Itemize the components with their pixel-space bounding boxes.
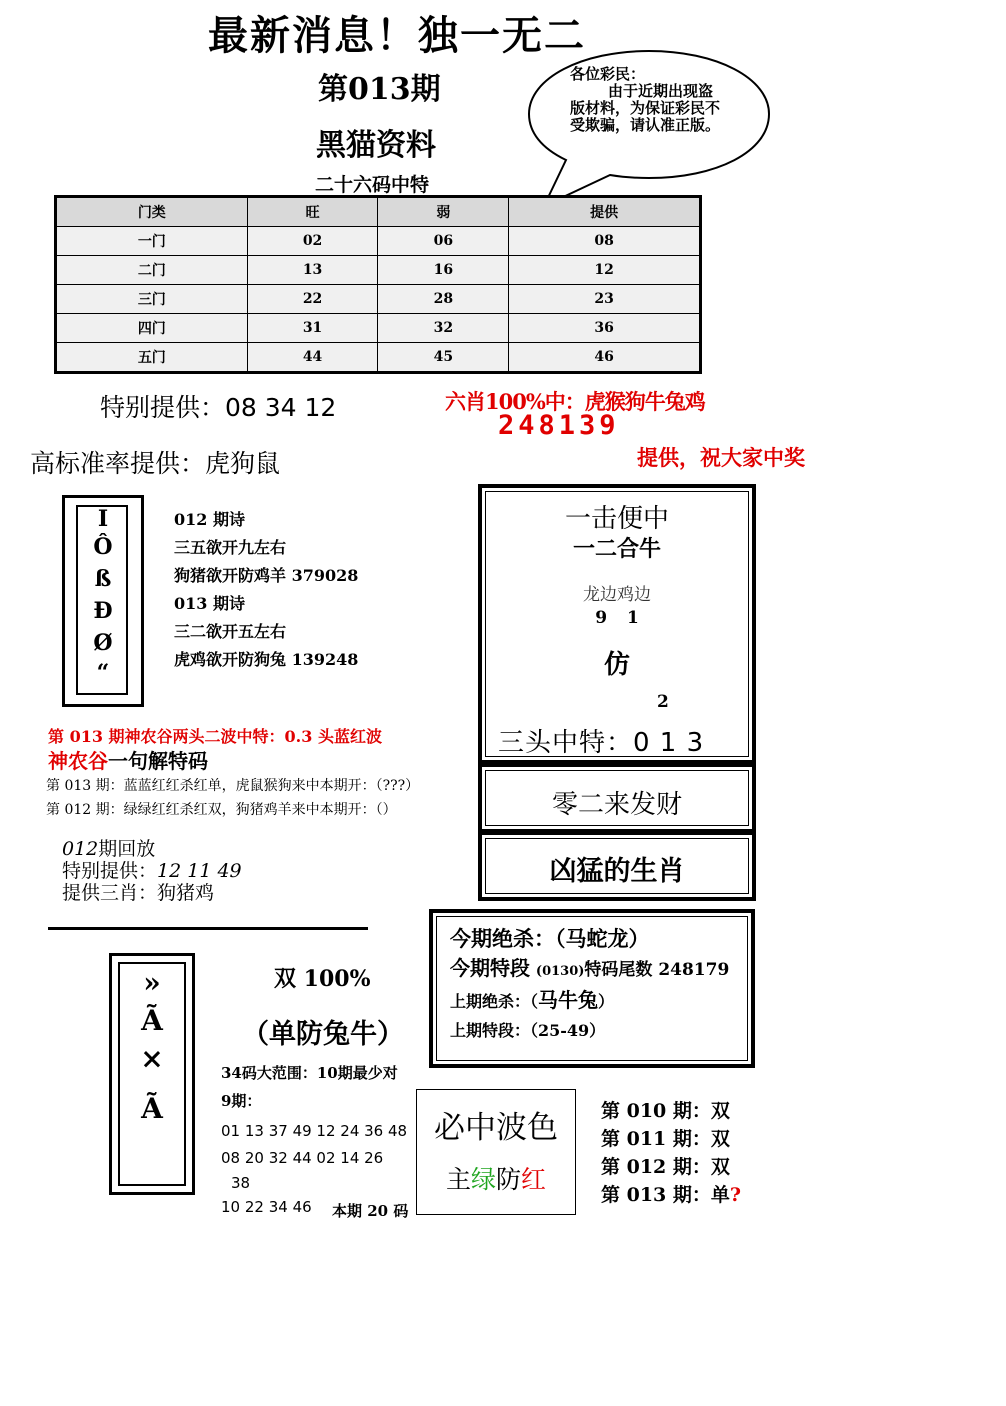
vertical-glyph: Ã: [141, 1004, 163, 1037]
vertical-glyph: Ø: [93, 630, 113, 656]
kill-line-previous-segment: 上期特段：（25-49）: [450, 1021, 606, 1040]
range-number-line: 01 13 37 49 12 24 36 48: [221, 1122, 408, 1140]
table-row: [56, 256, 701, 285]
bubble-greeting: 各位彩民：: [570, 66, 646, 83]
table-cell: 06: [378, 227, 509, 256]
history-question-mark: ?: [729, 1184, 742, 1206]
review-special: [62, 860, 242, 882]
kill-previous-prefix: 上期绝杀：（: [450, 992, 539, 1011]
table-cell: 36: [509, 314, 701, 343]
poem-line: 狗猪欲开防鸡羊 379028: [174, 566, 359, 585]
vertical-glyph: ×: [140, 1042, 164, 1075]
review-block: [62, 838, 242, 904]
table-header-cell: 门类: [56, 197, 248, 227]
table-cell: 45: [378, 343, 509, 373]
headline: 最新消息！独一无二: [208, 12, 586, 59]
provide-wish: 提供，祝大家中奖: [637, 445, 805, 470]
shennonggu-line-013: 第 013 期：蓝蓝红红杀红单，虎鼠猴狗来中本期开：（???）: [46, 778, 420, 794]
table-cell: 五门: [56, 343, 248, 373]
table-cell: 44: [247, 343, 378, 373]
single-guard: （单防兔牛）: [242, 1019, 404, 1050]
kill-line-segment: [450, 954, 729, 986]
table-header-cell: 弱: [378, 197, 509, 227]
table-row: [56, 314, 701, 343]
history-item: [601, 1125, 741, 1153]
hit-dragon: 龙边鸡边: [583, 585, 651, 605]
poem-lines: [174, 506, 358, 674]
table-cell: 22: [247, 285, 378, 314]
shennonggu-line-012: 第 012 期：绿绿红红杀红双，狗猪鸡羊来中本期开：（）: [46, 802, 397, 818]
table-cell: 12: [509, 256, 701, 285]
review-issue-label: 期回放: [98, 838, 156, 860]
poem-line: 三二欲开五左右: [174, 622, 287, 641]
kill-segment-prefix: 今期特段: [450, 956, 530, 980]
history-label: 第 013 期：: [601, 1184, 711, 1206]
table-cell: 46: [509, 343, 701, 373]
table-cell: 16: [378, 256, 509, 285]
table-cell: 02: [247, 227, 378, 256]
vertical-glyph: “: [96, 660, 110, 686]
review-title: [62, 838, 242, 860]
table-header-row: [56, 197, 701, 227]
shennonggu-title: 第 013 期神农谷两头二波中特：0.3 头蓝红波: [48, 727, 382, 746]
hit-numbers: 9 1: [595, 608, 639, 628]
poem-line: 虎鸡欲开防狗兔 139248: [174, 650, 359, 669]
table-row: [56, 227, 701, 256]
divider: [48, 927, 368, 930]
zodiac-table: [54, 195, 702, 374]
hit-fang: 仿: [603, 650, 630, 680]
vertical-glyph: I: [97, 506, 109, 532]
bubble-message: 由于近期出现盗版材料，为保证彩民不受欺骗，请认准正版。: [570, 82, 721, 134]
kill-lines: [450, 924, 729, 1046]
table-cell: 三门: [56, 285, 248, 314]
vertical-glyph: ß: [94, 566, 112, 592]
table-cell: 28: [378, 285, 509, 314]
range-subtitle: 9期：: [221, 1092, 262, 1110]
bubble-text: [570, 66, 726, 154]
table-row: [56, 343, 701, 373]
six-zodiac-line: 六肖100%中：虎猴狗牛兔鸡: [445, 389, 705, 414]
kill-previous-zodiac: 马牛兔: [538, 988, 599, 1012]
review-three-zodiac: 提供三肖：狗猪鸡: [62, 882, 215, 904]
history-value: 双: [710, 1100, 730, 1122]
range-number-line: 38: [231, 1174, 251, 1192]
history-value: 双: [710, 1128, 730, 1150]
table-cell: 32: [378, 314, 509, 343]
kill-previous-suffix: ）: [598, 992, 615, 1011]
range-number-line: 08 20 32 44 02 14 26: [221, 1149, 384, 1167]
vertical-glyph: »: [143, 966, 161, 999]
kill-segment-code: (0130): [535, 964, 585, 979]
table-cell: 08: [509, 227, 701, 256]
hit-subtitle: 一二合牛: [572, 536, 661, 562]
history-value: 双: [710, 1156, 730, 1178]
hit-title: 一击便中: [564, 504, 669, 534]
kill-line-previous: [450, 986, 729, 1016]
range-lines: [221, 1059, 398, 1115]
table-cell: 二门: [56, 256, 248, 285]
table-header-cell: 提供: [509, 197, 701, 227]
shennonggu-phrase: 一句解特码: [108, 749, 208, 773]
even-percent: 双 100%: [274, 966, 371, 992]
table-row: [56, 285, 701, 314]
three-head-line: 三头中特：0 1 3: [498, 728, 705, 758]
table-cell: 13: [247, 256, 378, 285]
kill-segment-suffix: 特码尾数 248179: [584, 960, 730, 980]
fortune-text: 零二来发财: [551, 790, 682, 820]
poem-line: 012 期诗: [174, 510, 245, 529]
wave-main: [416, 1160, 576, 1196]
wave-main-color: 绿: [470, 1165, 496, 1194]
poem-line: 013 期诗: [174, 594, 245, 613]
history-label: 第 010 期：: [601, 1100, 711, 1122]
vertical-glyph: Ô: [93, 534, 113, 560]
review-issue-num: 012: [62, 838, 99, 860]
review-special-label: 特别提供：: [62, 860, 158, 882]
table-cell: 一门: [56, 227, 248, 256]
kill-line-current: 今期绝杀：（马蛇龙）: [450, 926, 650, 951]
high-standard-line: 高标准率提供：虎狗鼠: [30, 449, 281, 478]
shennonggu-name: 神农谷: [48, 749, 108, 773]
history-item: [601, 1181, 741, 1209]
special-offer: 特别提供：08 34 12: [100, 393, 337, 422]
range-title: 34码大范围：10期最少对: [221, 1064, 398, 1082]
range-count: 本期 20 码: [332, 1202, 409, 1220]
wave-main-label: 主: [445, 1165, 471, 1194]
table-cell: 四门: [56, 314, 248, 343]
range-number-line: 10 22 34 46: [221, 1198, 312, 1216]
six-zodiac-numbers: 248139: [498, 410, 620, 441]
table-cell: 23: [509, 285, 701, 314]
history-label: 第 011 期：: [601, 1128, 711, 1150]
table-cell: 31: [247, 314, 378, 343]
vertical-glyph: Ã: [141, 1092, 163, 1125]
hit-two: 2: [657, 692, 669, 712]
history-label: 第 012 期：: [601, 1156, 711, 1178]
vertical-glyph: Ð: [93, 598, 113, 624]
history-value: 单: [710, 1184, 730, 1206]
history-list: [601, 1097, 741, 1209]
wave-guard-color: 红: [521, 1165, 547, 1194]
issue-number: 第013期: [318, 72, 441, 107]
table-caption: 二十六码中特: [315, 174, 430, 196]
wave-guard-label: 防: [496, 1165, 522, 1194]
shennonggu-subtitle: [48, 745, 208, 774]
table-header-cell: 旺: [247, 197, 378, 227]
history-item: [601, 1153, 741, 1181]
fierce-text: 凶猛的生肖: [549, 856, 685, 887]
review-special-nums: 12 11 49: [157, 860, 242, 882]
wave-title: 必中波色: [434, 1110, 558, 1146]
poem-line: 三五欲开九左右: [174, 538, 287, 557]
history-item: [601, 1097, 741, 1125]
page-title: 黑猫资料: [316, 128, 436, 163]
